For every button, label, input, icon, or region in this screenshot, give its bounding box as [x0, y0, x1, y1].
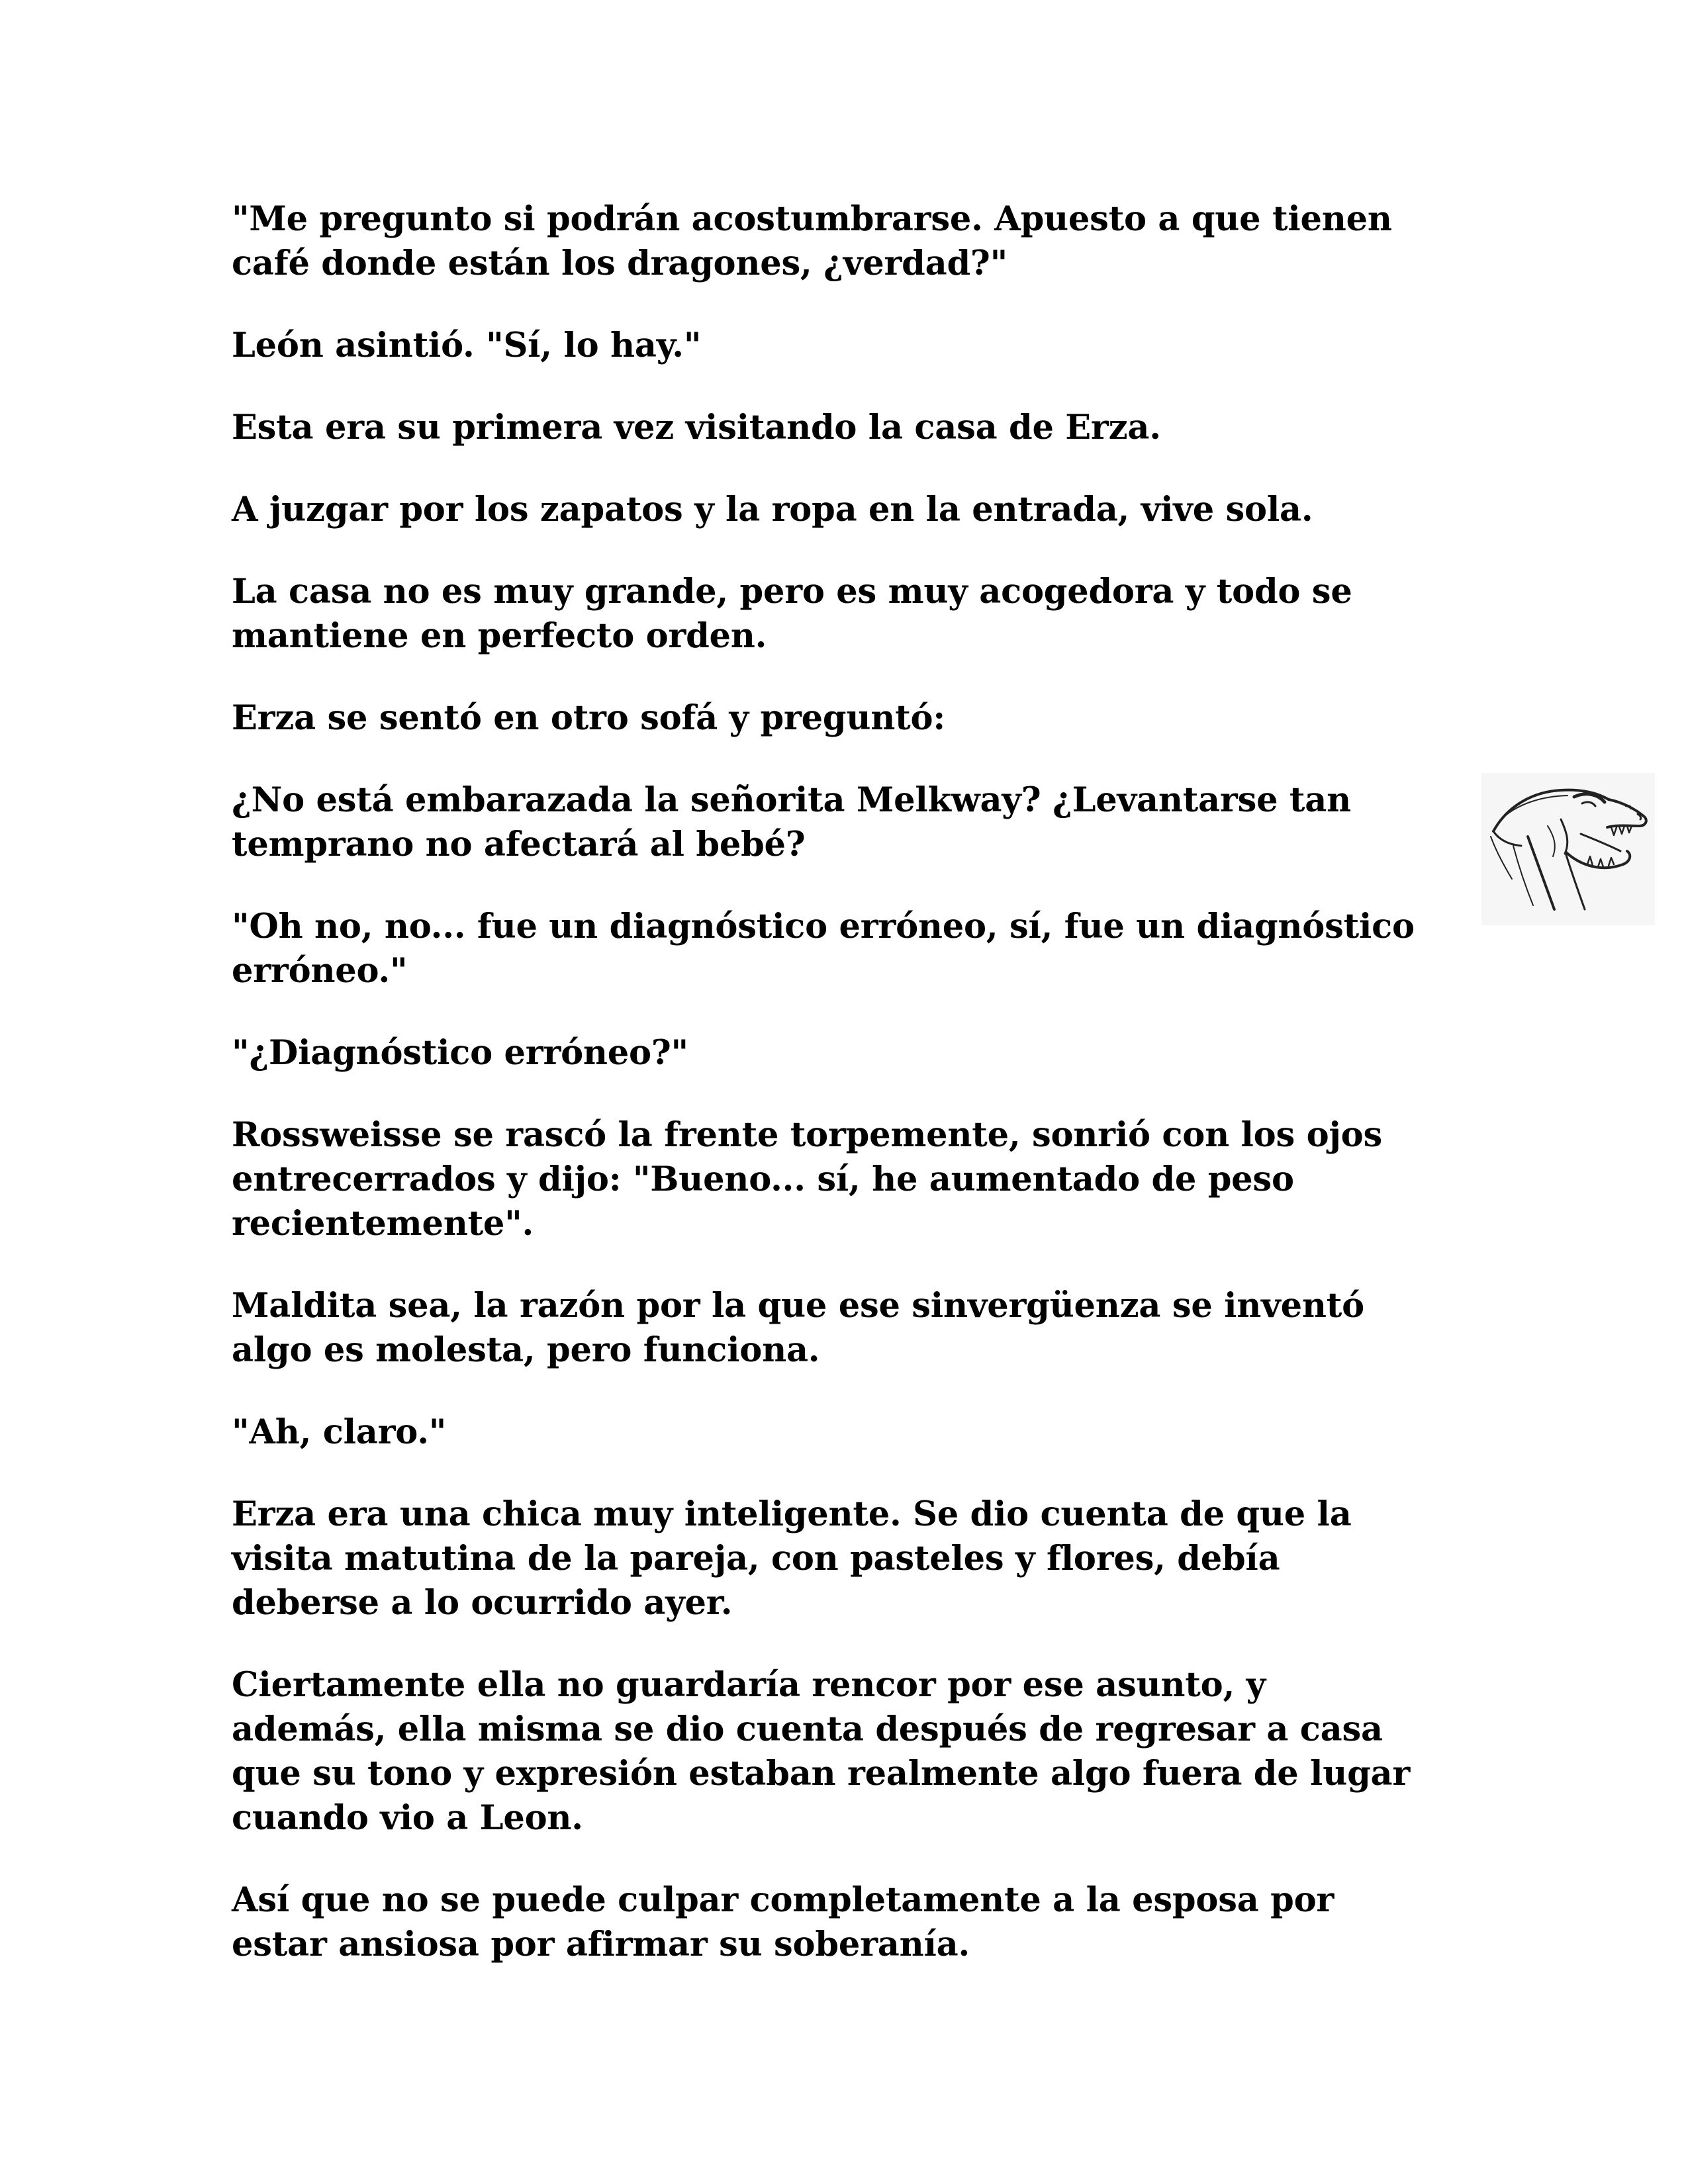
- paragraph: [232, 1113, 1443, 1246]
- text-line: estar ansiosa por afirmar su soberanía.: [232, 1925, 970, 1964]
- text-line: León asintió. "Sí, lo hay.": [232, 326, 702, 365]
- text-line: recientemente".: [232, 1204, 534, 1244]
- text-line: además, ella misma se dio cuenta después de regresar a casa: [232, 1709, 1383, 1749]
- paragraph: [232, 778, 1443, 867]
- text-line: "Ah, claro.": [232, 1412, 447, 1452]
- text-line: Maldita sea, la razón por la que ese sinvergüenza se inventó: [232, 1286, 1364, 1326]
- text-line: A juzgar por los zapatos y la ropa en la entrada, vive sola.: [232, 490, 1313, 529]
- paragraph: [232, 488, 1443, 532]
- paragraph: [232, 1492, 1443, 1625]
- text-line: "Oh no, no... fue un diagnóstico erróneo, sí, fue un diagnóstico: [232, 907, 1415, 946]
- paragraph: [232, 1410, 1443, 1455]
- paragraph: [232, 406, 1443, 450]
- text-line: Esta era su primera vez visitando la casa de Erza.: [232, 408, 1161, 447]
- paragraph: [232, 570, 1443, 659]
- paragraph: [232, 324, 1443, 368]
- paragraph: [232, 1031, 1443, 1075]
- paragraph: [232, 1663, 1443, 1841]
- text-line: café donde están los dragones, ¿verdad?": [232, 244, 1008, 283]
- text-line: "Me pregunto si podrán acostumbrarse. Apuesto a que tienen: [232, 199, 1392, 239]
- text-line: que su tono y expresión estaban realmente algo fuera de lugar: [232, 1754, 1411, 1794]
- text-line: La casa no es muy grande, pero es muy acogedora y todo se: [232, 572, 1352, 612]
- text-line: algo es molesta, pero funciona.: [232, 1330, 820, 1370]
- text-line: deberse a lo ocurrido ayer.: [232, 1583, 733, 1623]
- paragraph: [232, 1284, 1443, 1373]
- text-line: Así que no se puede culpar completamente a la esposa por: [232, 1880, 1335, 1920]
- paragraph: [232, 1878, 1443, 1967]
- document-body: [232, 197, 1443, 2005]
- paragraph: [232, 197, 1443, 286]
- text-line: entrecerrados y dijo: "Bueno... sí, he aumentado de peso: [232, 1160, 1294, 1199]
- paragraph: [232, 905, 1443, 993]
- text-line: cuando vio a Leon.: [232, 1798, 583, 1838]
- text-line: Erza era una chica muy inteligente. Se dio cuenta de que la: [232, 1494, 1352, 1534]
- text-line: Rossweisse se rascó la frente torpemente, sonrió con los ojos: [232, 1115, 1382, 1155]
- text-line: Ciertamente ella no guardaría rencor por ese asunto, y: [232, 1665, 1266, 1705]
- dinosaur-head-sketch-icon: [1481, 773, 1655, 925]
- text-line: ¿No está embarazada la señorita Melkway? ¿Levantarse tan: [232, 780, 1351, 820]
- text-line: Erza se sentó en otro sofá y preguntó:: [232, 698, 945, 738]
- text-line: mantiene en perfecto orden.: [232, 616, 767, 656]
- text-line: "¿Diagnóstico erróneo?": [232, 1033, 688, 1073]
- text-line: erróneo.": [232, 951, 408, 991]
- text-line: temprano no afectará al bebé?: [232, 825, 806, 864]
- paragraph: [232, 696, 1443, 741]
- text-line: visita matutina de la pareja, con pasteles y flores, debía: [232, 1539, 1280, 1578]
